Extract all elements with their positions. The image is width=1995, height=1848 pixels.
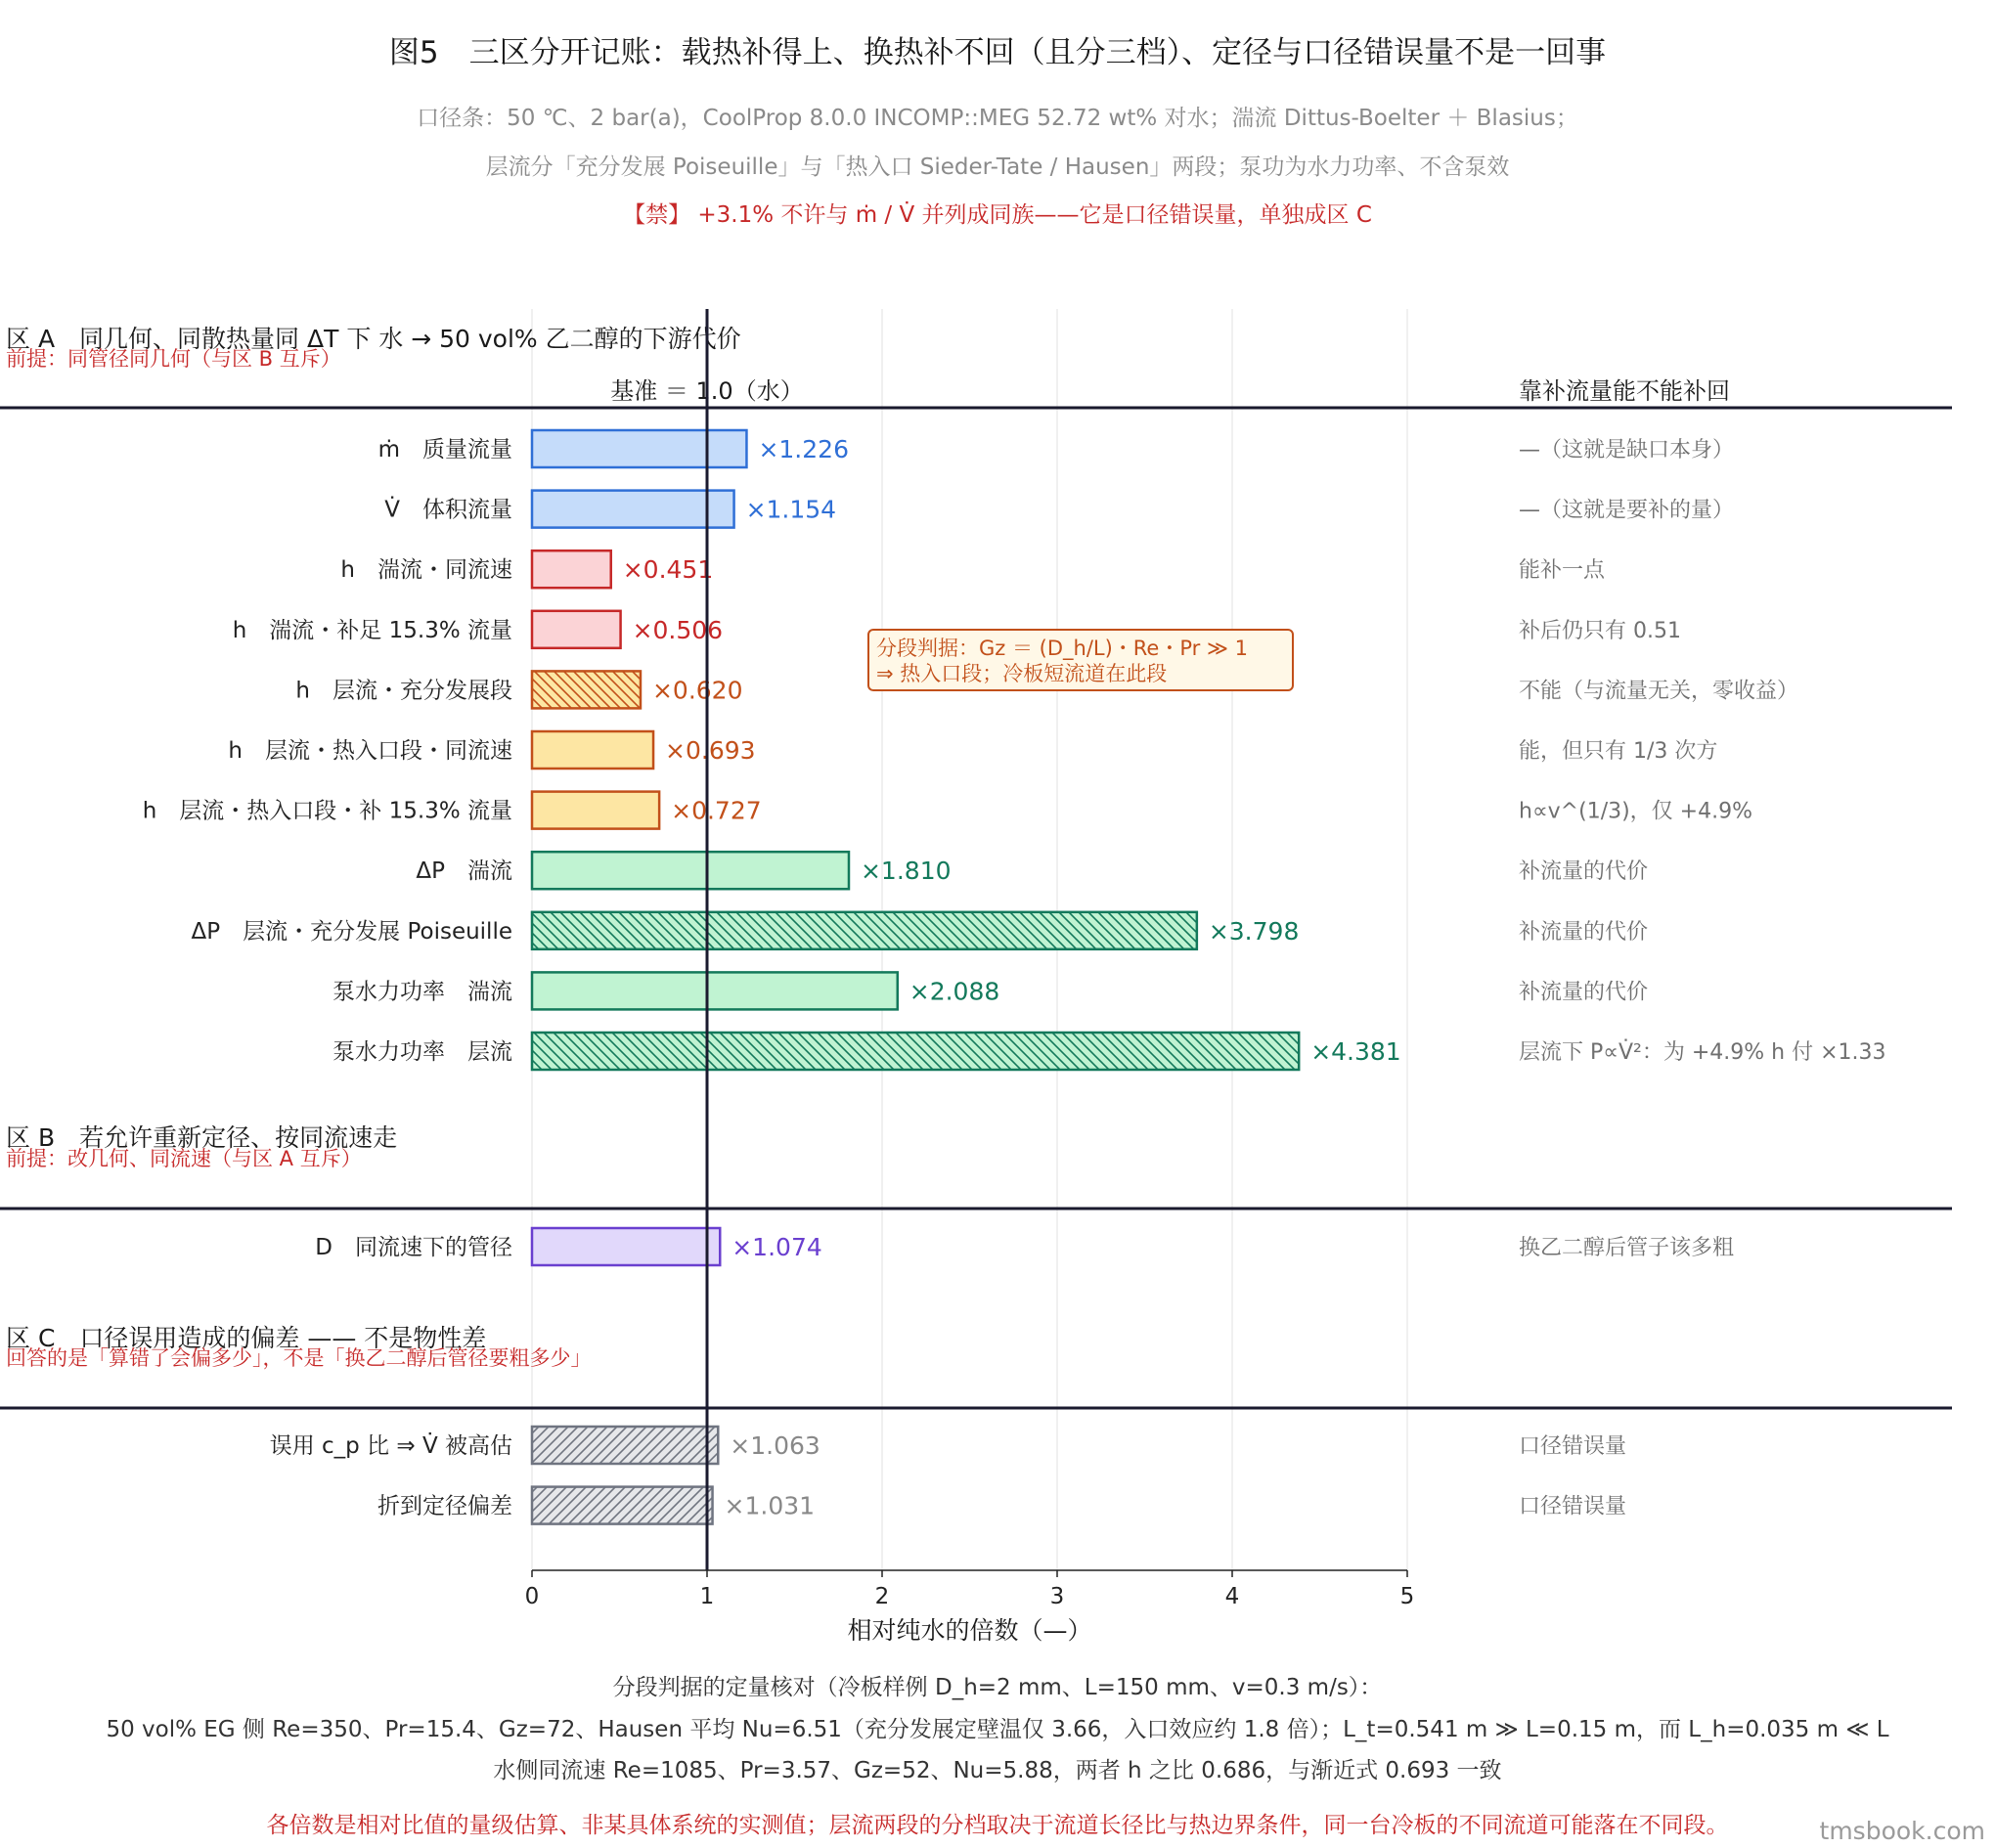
chart-title: 图5 三区分开记账：载热补得上、换热补不回（且分三档）、定径与口径错误量不是一回事 (388, 35, 1607, 70)
bar (532, 972, 898, 1009)
bar-label: h 层流・充分发展段 (295, 678, 512, 704)
bar-note: 换乙二醇后管子该多粗 (1519, 1236, 1735, 1260)
bar-label: h 层流・热入口段・同流速 (228, 738, 512, 764)
annotation-line2: ⇒ 热入口段；冷板短流道在此段 (876, 662, 1168, 685)
bar-label: 泵水力功率 湍流 (332, 979, 512, 1005)
x-tick-label: 4 (1224, 1584, 1240, 1609)
x-axis-label: 相对纯水的倍数（—） (847, 1616, 1092, 1645)
bar-value-label: ×1.031 (724, 1491, 816, 1520)
bar-note: 能补一点 (1519, 558, 1606, 584)
bar-value-label: ×0.506 (632, 615, 724, 644)
bar-label: ΔP 层流・充分发展 Poiseuille (191, 918, 512, 945)
bar (532, 430, 746, 467)
baseline-label: 基准 ＝ 1.0（水） (610, 377, 804, 405)
chart-subtitle-line2: 层流分「充分发展 Poiseuille」与「热入口 Sieder-Tate / Hausen」两段；泵功为水力功率、不含泵效 (485, 154, 1510, 180)
annotation-line1: 分段判据：Gz ＝ (D_h/L)・Re・Pr ≫ 1 (876, 637, 1248, 660)
bar-label: ΔP 湍流 (416, 858, 512, 885)
bar (532, 550, 611, 588)
bar-note: 口径错误量 (1519, 1434, 1627, 1459)
bar-note: 能，但只有 1/3 次方 (1519, 739, 1718, 764)
bar-value-label: ×4.381 (1310, 1037, 1401, 1066)
x-tick-label: 1 (699, 1584, 715, 1609)
bar-label: h 层流・热入口段・补 15.3% 流量 (142, 798, 512, 824)
bar-note: 口径错误量 (1519, 1494, 1627, 1519)
bar (532, 912, 1197, 949)
x-tick-label: 2 (874, 1584, 890, 1609)
footer-line3: 水侧同流速 Re=1085、Pr=3.57、Gz=52、Nu=5.88，两者 h 之比 0.686，与渐近式 0.693 一致 (493, 1758, 1502, 1783)
bar-note: 补流量的代价 (1519, 919, 1649, 945)
footer-disclaimer: 各倍数是相对比值的量级估算、非某具体系统的实测值；层流两段的分档取决于流道长径比与热边界条件，同一台冷板的不同流道可能落在不同段。 (266, 1813, 1729, 1838)
bar-value-label: ×1.226 (758, 435, 849, 463)
bar-label: ṁ 质量流量 (377, 437, 512, 462)
bar-value-label: ×3.798 (1208, 916, 1300, 946)
right-column-header: 靠补流量能不能补回 (1519, 377, 1730, 405)
bar-value-label: ×1.810 (860, 857, 952, 886)
bar-note: 补流量的代价 (1519, 859, 1649, 885)
bar-value-label: ×0.620 (651, 676, 743, 705)
bar-label: 误用 c_p 比 ⇒ V̇ 被高估 (269, 1433, 512, 1459)
x-tick-label: 0 (524, 1584, 540, 1609)
bar (532, 852, 849, 889)
bar (532, 1228, 720, 1265)
x-tick-label: 3 (1049, 1584, 1065, 1609)
bar-note: 不能（与流量无关，零收益） (1519, 679, 1799, 704)
bar-value-label: ×0.727 (671, 796, 762, 825)
bar-label: V̇ 体积流量 (384, 497, 512, 523)
zone-B-premise: 前提：改几何、同流速（与区 A 互斥） (6, 1147, 362, 1170)
overlay (868, 630, 1293, 690)
bar-value-label: ×0.693 (665, 736, 756, 765)
zone-A-title: 区 A 同几何、同散热量同 ΔT 下 水 → 50 vol% 乙二醇的下游代价 (6, 325, 741, 353)
bar-label: h 湍流・同流速 (340, 557, 512, 584)
bar (532, 1427, 718, 1464)
bar-value-label: ×0.451 (622, 555, 714, 585)
bar (532, 1033, 1299, 1070)
bar-value-label: ×1.063 (730, 1431, 820, 1460)
bar-note: —（这就是缺口本身） (1519, 438, 1735, 462)
bar (532, 491, 734, 528)
watermark: tmsbook.com (1819, 1817, 1985, 1845)
zone-A-premise: 前提：同管径同几何（与区 B 互斥） (6, 347, 341, 371)
bar-note: 补流量的代价 (1519, 980, 1649, 1005)
zone-B-title: 区 B 若允许重新定径、按同流速走 (6, 1123, 398, 1152)
footer-line1: 分段判据的定量核对（冷板样例 D_h=2 mm、L=150 mm、v=0.3 m/s）： (612, 1675, 1383, 1700)
bar-label: 折到定径偏差 (377, 1493, 512, 1519)
bar (532, 792, 659, 829)
bar (532, 731, 653, 769)
bar-value-label: ×2.088 (909, 977, 1000, 1006)
bar-label: 泵水力功率 层流 (332, 1039, 512, 1065)
bar-label: h 湍流・补足 15.3% 流量 (232, 617, 512, 643)
x-tick-label: 5 (1399, 1584, 1415, 1609)
zone-C-title: 区 C 口径误用造成的偏差 —— 不是物性差 (6, 1324, 487, 1352)
bar-note: h∝v^(1/3)，仅 +4.9% (1519, 799, 1753, 824)
bar (532, 671, 641, 708)
chart-subtitle-line1: 口径条：50 ℃、2 bar(a)，CoolProp 8.0.0 INCOMP::MEG 52.72 wt% 对水；湍流 Dittus-Boelter ＋ Blasius； (417, 106, 1578, 131)
bar-note: 补后仍只有 0.51 (1519, 618, 1681, 643)
bar-label: D 同流速下的管径 (315, 1235, 512, 1260)
bar-note: 层流下 P∝V̇²：为 +4.9% h 付 ×1.33 (1519, 1040, 1886, 1065)
bar-value-label: ×1.074 (732, 1233, 822, 1261)
zone-C-premise: 回答的是「算错了会偏多少」，不是「换乙二醇后管径要粗多少」 (6, 1346, 592, 1370)
chart-warning: 【禁】 +3.1% 不许与 ṁ / V̇ 并列成同族——它是口径错误量，单独成区 C (623, 202, 1372, 228)
bar (532, 611, 621, 648)
bar (532, 1487, 713, 1524)
bar-note: —（这就是要补的量） (1519, 498, 1735, 523)
bar-value-label: ×1.154 (745, 495, 837, 524)
footer-line2: 50 vol% EG 侧 Re=350、Pr=15.4、Gz=72、Hausen 平均 Nu=6.51（充分发展定壁温仅 3.66，入口效应约 1.8 倍）；L_t=0.541 m ≫ L=0.15 m，而 L_h=0.035 m ≪ L (106, 1717, 1889, 1742)
